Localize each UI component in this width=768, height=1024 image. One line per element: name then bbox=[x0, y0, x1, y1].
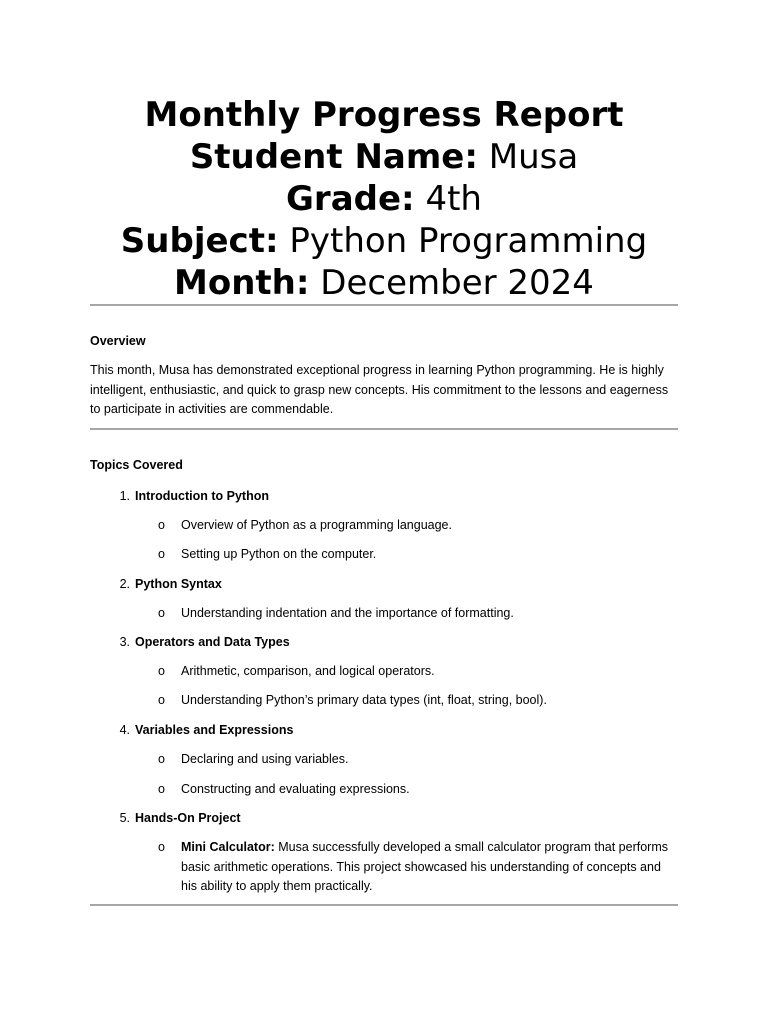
report-title: Monthly Progress Report bbox=[144, 95, 624, 135]
bullet-marker: o bbox=[158, 752, 165, 766]
topic-title: Introduction to Python bbox=[135, 489, 270, 503]
topic-number: 1. bbox=[119, 489, 130, 503]
bullet-marker: o bbox=[158, 840, 165, 854]
bullet-text: Understanding Python’s primary data types (int, float, string, bool). bbox=[181, 693, 547, 707]
topic-title: Hands-On Project bbox=[135, 811, 241, 825]
topic-title: Operators and Data Types bbox=[135, 635, 290, 649]
bullet-text: Setting up Python on the computer. bbox=[181, 547, 377, 561]
divider-topics bbox=[90, 904, 678, 906]
bullet-marker: o bbox=[158, 518, 165, 532]
divider-header bbox=[90, 304, 678, 306]
overview-heading: Overview bbox=[90, 334, 146, 348]
bullet-text: Constructing and evaluating expressions. bbox=[181, 782, 410, 796]
subject-value: Python Programming bbox=[289, 221, 648, 261]
topic-number: 2. bbox=[119, 577, 130, 591]
grade-label: Grade: bbox=[286, 179, 415, 219]
bullet-marker: o bbox=[158, 664, 165, 678]
project-label: Mini Calculator: bbox=[181, 840, 275, 854]
bullet-text: Overview of Python as a programming language. bbox=[181, 518, 452, 532]
bullet-marker: o bbox=[158, 782, 165, 796]
topic-title: Variables and Expressions bbox=[135, 723, 294, 737]
month-line bbox=[90, 262, 678, 304]
bullet-marker: o bbox=[158, 693, 165, 707]
topic-number: 3. bbox=[119, 635, 130, 649]
topics-heading: Topics Covered bbox=[90, 458, 183, 472]
grade-line bbox=[90, 178, 678, 220]
grade-value: 4th bbox=[425, 179, 482, 219]
overview-paragraph: This month, Musa has demonstrated exceptional progress in learning Python programming. He is highly intelligent, enthusiastic, and quick to grasp new concepts. His commitment to the lessons and eagerness to participate in activities are commendable. bbox=[90, 363, 669, 416]
topic-number: 5. bbox=[119, 811, 130, 825]
bullet-text: Declaring and using variables. bbox=[181, 752, 349, 766]
bullet-text: Arithmetic, comparison, and logical operators. bbox=[181, 664, 435, 678]
bullet-marker: o bbox=[158, 547, 165, 561]
student-name-line bbox=[90, 136, 678, 178]
bullet-text: Understanding indentation and the importance of formatting. bbox=[181, 606, 514, 620]
topic-number: 4. bbox=[119, 723, 130, 737]
student-name-value: Musa bbox=[488, 137, 579, 177]
subject-label: Subject: bbox=[120, 221, 279, 261]
divider-overview bbox=[90, 428, 678, 430]
month-label: Month: bbox=[174, 263, 310, 303]
subject-line bbox=[90, 220, 678, 262]
topic-title: Python Syntax bbox=[135, 577, 222, 591]
bullet-marker: o bbox=[158, 606, 165, 620]
bullet-text bbox=[181, 838, 678, 897]
month-value: December 2024 bbox=[320, 263, 594, 303]
student-name-label: Student Name: bbox=[189, 137, 478, 177]
project-description: Musa successfully developed a small calculator program that performs basic arithmetic operations. This project showcased his understanding of concepts and his ability to apply them practically. bbox=[181, 840, 668, 893]
report-header bbox=[90, 94, 678, 304]
